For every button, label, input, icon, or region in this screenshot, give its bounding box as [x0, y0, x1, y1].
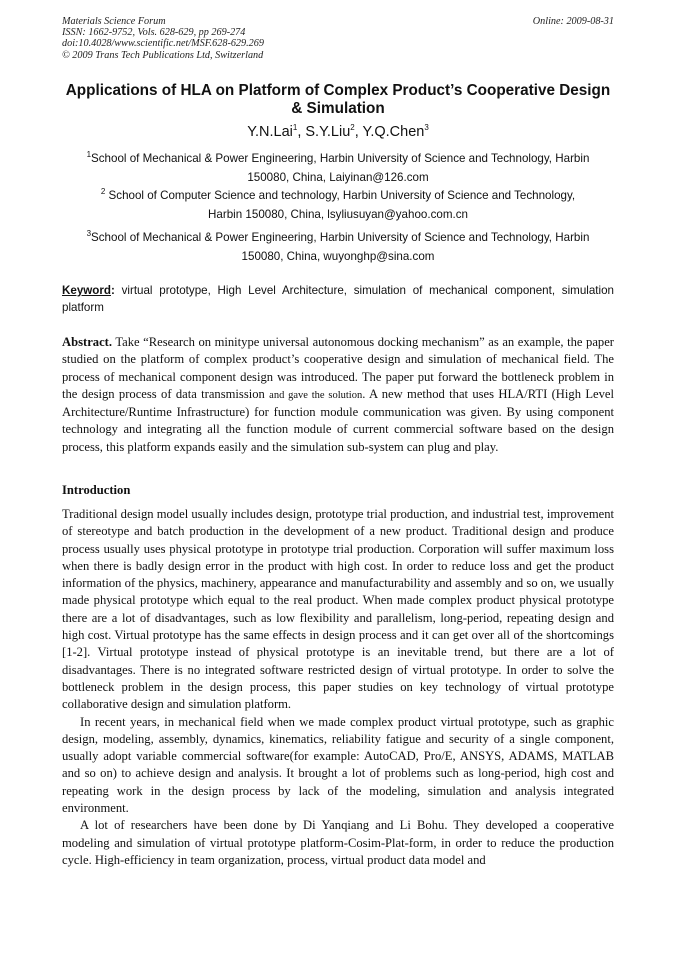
journal-header [62, 16, 264, 61]
section-heading: Introduction [62, 483, 131, 497]
affiliation-line: 150080, China, wuyonghp@sina.com [241, 249, 435, 263]
affiliation-sup: 1 [86, 150, 92, 160]
affiliation-line: School of Mechanical & Power Engineering, Harbin University of Science and Technology, Harbin [91, 152, 590, 165]
affiliation-2 [62, 187, 614, 224]
abstract-text: . A new method that uses HLA/RTI (High Level Architecture/Runtime Infrastructure) for function module communication was given. By using component technology and integrating all the function module of current commercial software based on the design process, this platform expands easily and the simulation sub-system can plug and play. [62, 386, 614, 454]
paragraph: In recent years, in mechanical field when we made complex product virtual prototype, such as graphic design, modeling, assembly, dynamics, kinematics, reliability fatigue and security of a single component, usually adopt variable commercial software(for example: AutoCAD, Pro/E, ANSYS, ADAMS, MATLAB and so on) to achieve design and analysis. It brought a lot of problems such as long-period, high cost and repeating work in the design process by lack of the modeling, simulation and analysis integrated environment. [62, 714, 614, 816]
journal-name: Materials Science Forum [62, 16, 166, 27]
introduction-body [62, 506, 614, 869]
affiliation-sup: 2 [100, 187, 106, 197]
author-name: Y.Q.Chen [362, 124, 425, 140]
affiliation-line: School of Mechanical & Power Engineering, Harbin University of Science and Technology, Harbin [91, 231, 590, 244]
affiliation-1 [62, 150, 614, 187]
author-sup: 1 [292, 123, 298, 133]
online-date: Online: 2009-08-31 [532, 16, 614, 27]
abstract-text-small: and gave the solution [269, 389, 363, 401]
author-list: Y.N.Lai$^1$, S.Y.Liu$^2$, Y.Q.Chen$^3$ [247, 123, 429, 140]
affiliation-line: School of Computer Science and technology, Harbin University of Science and Technology, [105, 189, 576, 202]
abstract [62, 334, 614, 456]
keyword-text: virtual prototype, High Level Architecture, simulation of mechanical component, simulation platform [62, 284, 614, 314]
issn-line: ISSN: 1662-9752, Vols. 628-629, pp 269-274 [62, 27, 246, 39]
keyword-label: Keyword [62, 284, 111, 297]
keywords: Keyword: virtual prototype, High Level Architecture, simulation of mechanical component, simulation platform [62, 284, 614, 314]
doi-line: doi:10.4028/www.scientific.net/MSF.628-629.269 [62, 38, 264, 50]
author-name: S.Y.Liu [305, 124, 351, 140]
paragraph: Traditional design model usually includes design, prototype trial production, and industrial test, improvement of stereotype and batch production in the development of a new product. Traditional design and produce process usually uses physical prototype in prototype trial production. Corporation will suffer maximum loss when there is badly design error in the product with high cost. In order to reduce loss and get the product information of the physics, machinery, appearance and manufacturability and assembly and so on, we usually made physical prototype which equal to the real product. When made complex product physical prototype there are a lot of disadvantages, such as low flexibility and parallelism, long-period, repeating design and high cost. Virtual prototype has the same effects in design process and it can get over all of the shortcomings [1-2]. Virtual prototype instead of physical prototype is an inevitable trend, but there are a lot of disadvantages. There is no integrated software restricted design of virtual prototype. In order to solve the bottleneck problem in the design process, this paper studies on key technology of virtual prototype collaborative design and simulation platform. [62, 507, 614, 712]
abstract-text: Take “Research on minitype universal autonomous docking mechanism” as an example, the paper studied on the platform of complex product’s cooperative design and simulation of mechanical field. The process of mechanical component design was introduced. The paper put forward the bottleneck problem in the design process of data transmission [62, 335, 614, 401]
paper-title: Applications of HLA on Platform of Complex Product’s Cooperative Design & Simulation [65, 82, 611, 117]
abstract-label: Abstract. [62, 335, 113, 349]
affiliation-sup: 3 [86, 229, 92, 239]
author-name: Y.N.Lai [247, 124, 293, 140]
copyright-line: © 2009 Trans Tech Publications Ltd, Switzerland [62, 49, 264, 61]
paragraph: A lot of researchers have been done by Di Yanqiang and Li Bohu. They developed a cooperative modeling and simulation of virtual prototype platform-Cosim-Plat-form, in order to reduce the production cycle. High-efficiency in team organization, process, virtual product data model and [62, 818, 614, 867]
affiliation-3 [62, 229, 614, 266]
author-sup: 3 [424, 123, 429, 133]
affiliation-line: Harbin 150080, China, lsyliusuyan@yahoo.com.cn [208, 207, 468, 221]
author-sup: 2 [350, 123, 355, 133]
affiliation-line: 150080, China, Laiyinan@126.com [247, 170, 429, 184]
